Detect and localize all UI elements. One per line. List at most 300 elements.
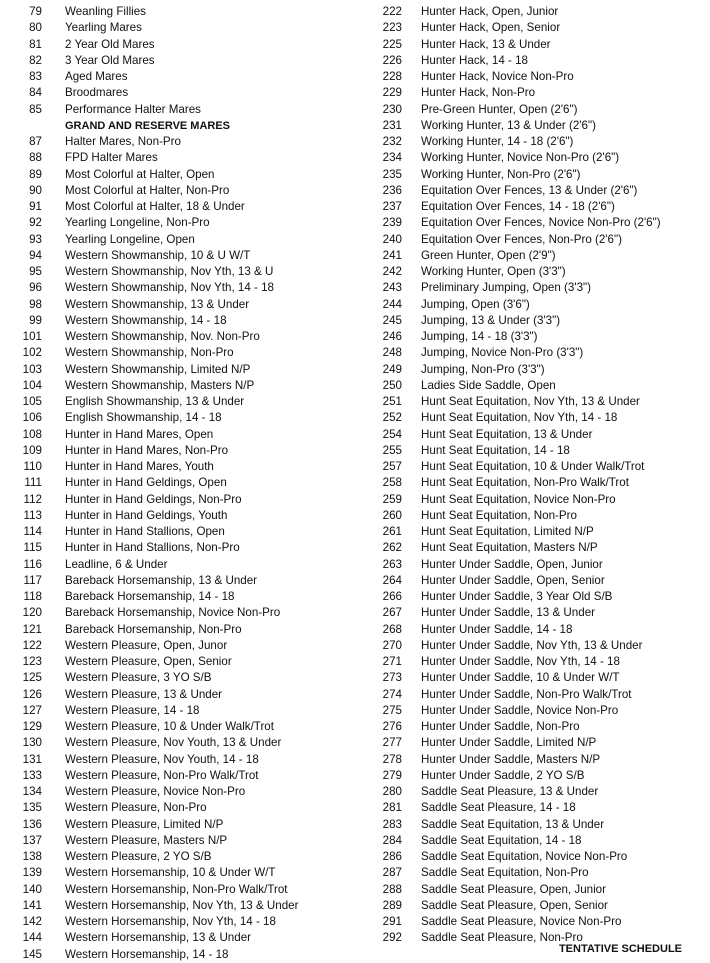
class-number: 280 xyxy=(382,785,402,798)
class-title: Hunter Under Saddle, Open, Senior xyxy=(421,573,605,587)
class-row xyxy=(0,638,360,654)
class-number: 104 xyxy=(22,378,42,392)
right-class-list xyxy=(368,4,708,947)
class-number: 109 xyxy=(22,443,42,457)
class-row xyxy=(0,102,360,118)
class-number: 93 xyxy=(29,232,42,246)
class-number: 110 xyxy=(23,460,42,473)
class-number: 79 xyxy=(29,5,42,18)
class-title: Hunt Seat Equitation, Nov Yth, 13 & Under xyxy=(421,395,640,408)
class-title: Hunter Hack, 13 & Under xyxy=(421,37,551,51)
class-number: 237 xyxy=(382,200,402,213)
class-title: Hunter in Hand Geldings, Non-Pro xyxy=(65,492,242,506)
class-title: Working Hunter, 14 - 18 (2'6") xyxy=(421,135,574,148)
class-title: Preliminary Jumping, Open (3'3") xyxy=(421,281,591,295)
class-title: Hunter in Hand Mares, Non-Pro xyxy=(65,443,229,457)
class-title: Western Showmanship, Nov. Non-Pro xyxy=(65,330,260,343)
class-number: 231 xyxy=(382,118,402,132)
class-number: 108 xyxy=(22,427,42,441)
class-title: Hunter Under Saddle, Nov Yth, 14 - 18 xyxy=(421,655,620,668)
class-row xyxy=(0,670,360,686)
class-title: Hunter in Hand Stallions, Non-Pro xyxy=(65,541,240,555)
class-title: Western Pleasure, Novice Non-Pro xyxy=(65,785,246,798)
class-title: Working Hunter, Novice Non-Pro (2'6") xyxy=(421,151,620,165)
class-row xyxy=(368,20,708,36)
class-number: 138 xyxy=(22,850,42,863)
class-title: Hunt Seat Equitation, 13 & Under xyxy=(421,427,593,441)
class-number: 250 xyxy=(382,378,402,392)
class-row xyxy=(0,524,360,540)
class-title: Bareback Horsemanship, 14 - 18 xyxy=(65,590,235,603)
class-title: Western Pleasure, Nov Youth, 14 - 18 xyxy=(65,752,259,766)
class-title: Western Horsemanship, Nov Yth, 13 & Under xyxy=(65,898,299,912)
class-row xyxy=(368,914,708,930)
class-title: Western Pleasure, Open, Senior xyxy=(65,655,232,668)
class-title: Saddle Seat Pleasure, Open, Senior xyxy=(421,898,608,912)
class-row xyxy=(0,313,360,329)
class-row xyxy=(0,492,360,508)
class-title: Western Showmanship, Masters N/P xyxy=(65,378,255,392)
class-title: Western Showmanship, Nov Yth, 14 - 18 xyxy=(65,281,275,295)
class-row xyxy=(0,378,360,394)
class-number: 88 xyxy=(29,151,42,165)
class-title: Jumping, 14 - 18 (3'3") xyxy=(421,330,538,343)
class-title: Saddle Seat Equitation, Novice Non-Pro xyxy=(421,850,628,863)
class-row xyxy=(368,118,708,134)
class-row xyxy=(368,865,708,881)
class-title: Yearling Longeline, Non-Pro xyxy=(65,216,210,230)
class-number: 289 xyxy=(382,898,402,912)
class-title: Hunter Under Saddle, 13 & Under xyxy=(421,606,596,620)
class-title: Equitation Over Fences, 14 - 18 (2'6") xyxy=(421,200,615,213)
class-row xyxy=(0,394,360,410)
class-title: Jumping, Open (3'6") xyxy=(421,297,530,311)
class-number: 241 xyxy=(382,248,402,262)
class-number: 99 xyxy=(29,313,42,327)
class-row xyxy=(0,264,360,280)
class-number: 139 xyxy=(22,866,42,880)
class-row xyxy=(368,4,708,20)
class-number: 254 xyxy=(382,427,402,441)
class-number: 268 xyxy=(382,622,402,636)
class-row xyxy=(368,37,708,53)
class-number: 270 xyxy=(382,638,402,652)
class-number: 228 xyxy=(382,70,402,83)
class-row xyxy=(368,264,708,280)
class-row xyxy=(0,459,360,475)
class-row xyxy=(368,427,708,443)
class-title: Hunter Under Saddle, 3 Year Old S/B xyxy=(421,590,613,603)
class-title: Hunter Under Saddle, 2 YO S/B xyxy=(421,768,585,782)
class-number: 275 xyxy=(382,703,402,717)
class-title: Saddle Seat Pleasure, Open, Junior xyxy=(421,882,606,896)
class-row xyxy=(0,37,360,53)
class-title: Western Pleasure, Non-Pro xyxy=(65,801,207,815)
class-number: 122 xyxy=(22,638,42,652)
class-row xyxy=(368,687,708,703)
class-row xyxy=(0,768,360,784)
class-number: 222 xyxy=(382,5,402,18)
class-row xyxy=(368,654,708,670)
class-number: 286 xyxy=(382,850,402,863)
class-row xyxy=(0,833,360,849)
class-number: 115 xyxy=(23,541,42,555)
class-row xyxy=(368,297,708,313)
class-number: 130 xyxy=(22,736,42,750)
class-title: Hunter Under Saddle, Non-Pro Walk/Trot xyxy=(421,687,632,701)
class-number: 232 xyxy=(382,135,402,148)
class-row xyxy=(0,167,360,183)
class-title: Halter Mares, Non-Pro xyxy=(65,135,181,148)
class-number: 267 xyxy=(382,606,402,620)
class-number: 87 xyxy=(29,135,42,148)
class-title: Western Pleasure, Masters N/P xyxy=(65,833,228,847)
class-title: Saddle Seat Pleasure, 13 & Under xyxy=(421,785,599,798)
class-row xyxy=(368,183,708,199)
class-title: Hunter in Hand Geldings, Youth xyxy=(65,508,228,522)
class-title: English Showmanship, 13 & Under xyxy=(65,395,245,408)
class-number: 266 xyxy=(382,590,402,603)
class-title: Green Hunter, Open (2'9") xyxy=(421,248,556,262)
class-number: 271 xyxy=(382,655,402,668)
class-title: Hunter in Hand Mares, Youth xyxy=(65,460,214,473)
class-title: Western Showmanship, 14 - 18 xyxy=(65,313,227,327)
class-row xyxy=(0,703,360,719)
class-number: 92 xyxy=(29,216,42,230)
class-title: Saddle Seat Equitation, 14 - 18 xyxy=(421,833,582,847)
class-number: 117 xyxy=(23,573,42,587)
class-row xyxy=(0,232,360,248)
class-row xyxy=(0,297,360,313)
class-title: Western Pleasure, 14 - 18 xyxy=(65,703,200,717)
class-number: 284 xyxy=(382,833,402,847)
class-title: Saddle Seat Equitation, Non-Pro xyxy=(421,866,589,880)
class-title: Western Showmanship, Nov Yth, 13 & U xyxy=(65,265,274,278)
class-number: 85 xyxy=(29,102,42,116)
class-title: Hunter Under Saddle, 14 - 18 xyxy=(421,622,573,636)
class-number: 257 xyxy=(382,460,402,473)
class-row xyxy=(368,362,708,378)
class-number: 244 xyxy=(382,297,402,311)
class-title: Most Colorful at Halter, 18 & Under xyxy=(65,200,245,213)
class-title: Working Hunter, Open (3'3") xyxy=(421,265,566,278)
class-row xyxy=(0,752,360,768)
class-title: Western Showmanship, Limited N/P xyxy=(65,362,251,376)
class-number: 281 xyxy=(382,801,402,815)
class-row xyxy=(0,362,360,378)
class-title: Western Pleasure, 3 YO S/B xyxy=(65,671,212,685)
class-title: Western Pleasure, Limited N/P xyxy=(65,817,224,831)
class-row xyxy=(368,102,708,118)
class-number: 292 xyxy=(382,931,402,945)
class-number: 102 xyxy=(22,346,42,360)
class-number: 133 xyxy=(22,768,42,782)
class-number: 277 xyxy=(382,736,402,750)
class-title: Equitation Over Fences, Non-Pro (2'6") xyxy=(421,232,622,246)
section-heading-text: GRAND AND RESERVE MARES xyxy=(65,119,231,132)
class-row xyxy=(0,85,360,101)
class-number: 226 xyxy=(382,53,402,67)
class-row xyxy=(368,800,708,816)
class-number: 276 xyxy=(382,720,402,733)
class-title: Hunter Hack, Novice Non-Pro xyxy=(421,70,574,83)
class-title: Western Horsemanship, 13 & Under xyxy=(65,931,252,945)
class-number: 246 xyxy=(382,330,402,343)
class-title: Jumping, Non-Pro (3'3") xyxy=(421,362,545,376)
class-number: 84 xyxy=(29,86,42,100)
class-row xyxy=(368,898,708,914)
class-number: 235 xyxy=(382,167,402,181)
class-title: Hunter Hack, Open, Senior xyxy=(421,21,561,35)
class-title: Western Pleasure, Open, Junor xyxy=(65,638,228,652)
class-row xyxy=(368,719,708,735)
class-number: 273 xyxy=(382,671,402,685)
class-row xyxy=(0,687,360,703)
class-row xyxy=(0,654,360,670)
class-title: Working Hunter, Non-Pro (2'6") xyxy=(421,167,581,181)
class-number: 131 xyxy=(22,752,42,766)
class-row xyxy=(368,768,708,784)
class-row xyxy=(0,914,360,930)
class-title: Most Colorful at Halter, Open xyxy=(65,167,215,181)
class-row xyxy=(0,800,360,816)
class-row xyxy=(368,248,708,264)
class-title: Most Colorful at Halter, Non-Pro xyxy=(65,183,230,197)
class-number: 123 xyxy=(22,655,42,668)
class-title: Leadline, 6 & Under xyxy=(65,557,168,571)
class-number: 240 xyxy=(382,232,402,246)
class-row xyxy=(368,410,708,426)
class-row xyxy=(368,670,708,686)
class-row xyxy=(0,898,360,914)
class-number: 137 xyxy=(22,833,42,847)
class-row xyxy=(0,557,360,573)
class-number: 113 xyxy=(23,508,42,522)
class-title: Ladies Side Saddle, Open xyxy=(421,378,556,392)
class-number: 116 xyxy=(23,557,42,571)
class-title: Western Horsemanship, Nov Yth, 14 - 18 xyxy=(65,915,276,928)
class-number: 258 xyxy=(382,476,402,490)
class-number: 145 xyxy=(22,947,42,961)
class-row xyxy=(0,589,360,605)
class-title: Western Pleasure, Nov Youth, 13 & Under xyxy=(65,736,282,750)
class-title: Broodmares xyxy=(65,86,129,100)
class-row xyxy=(368,735,708,751)
class-number: 274 xyxy=(382,687,402,701)
class-number: 125 xyxy=(22,671,42,685)
class-row xyxy=(368,589,708,605)
class-number: 111 xyxy=(24,476,42,490)
class-title: Western Showmanship, 13 & Under xyxy=(65,297,250,311)
class-row xyxy=(368,508,708,524)
class-title: Equitation Over Fences, 13 & Under (2'6") xyxy=(421,183,638,197)
class-title: Hunter Under Saddle, 10 & Under W/T xyxy=(421,671,620,685)
class-number: 288 xyxy=(382,882,402,896)
class-number: 140 xyxy=(22,882,42,896)
class-row xyxy=(0,69,360,85)
class-row xyxy=(0,882,360,898)
class-number: 95 xyxy=(29,265,42,278)
class-title: Hunter Hack, 14 - 18 xyxy=(421,53,528,67)
class-number: 98 xyxy=(29,297,42,311)
class-number: 261 xyxy=(382,525,402,538)
class-row xyxy=(0,427,360,443)
class-row xyxy=(0,508,360,524)
class-number: 80 xyxy=(29,21,42,35)
class-title: Saddle Seat Equitation, 13 & Under xyxy=(421,817,605,831)
class-title: Yearling Mares xyxy=(65,21,142,35)
class-number: 239 xyxy=(382,216,402,230)
class-title: Western Pleasure, Non-Pro Walk/Trot xyxy=(65,768,259,782)
class-number: 118 xyxy=(23,590,42,603)
class-title: Hunt Seat Equitation, Non-Pro Walk/Trot xyxy=(421,476,629,490)
class-number: 83 xyxy=(29,70,42,83)
class-title: 3 Year Old Mares xyxy=(65,53,155,67)
class-row xyxy=(0,817,360,833)
class-title: Hunt Seat Equitation, 14 - 18 xyxy=(421,443,570,457)
class-title: Hunter in Hand Mares, Open xyxy=(65,427,214,441)
class-title: Hunt Seat Equitation, Limited N/P xyxy=(421,525,594,538)
class-row xyxy=(368,280,708,296)
class-title: Western Horsemanship, Non-Pro Walk/Trot xyxy=(65,882,288,896)
class-row xyxy=(368,459,708,475)
section-heading xyxy=(0,118,360,134)
class-number: 263 xyxy=(382,557,402,571)
class-title: Pre-Green Hunter, Open (2'6") xyxy=(421,102,578,116)
class-title: Bareback Horsemanship, Non-Pro xyxy=(65,622,242,636)
class-row xyxy=(0,622,360,638)
class-title: Hunter Under Saddle, Limited N/P xyxy=(421,736,597,750)
class-row xyxy=(368,85,708,101)
class-title: Hunter Under Saddle, Non-Pro xyxy=(421,720,580,733)
class-number: 89 xyxy=(29,167,42,181)
class-title: Hunt Seat Equitation, Masters N/P xyxy=(421,541,598,555)
class-row xyxy=(368,524,708,540)
class-row xyxy=(368,443,708,459)
class-number: 243 xyxy=(382,281,402,295)
class-row xyxy=(0,199,360,215)
class-row xyxy=(368,573,708,589)
class-number: 127 xyxy=(22,703,42,717)
class-number: 225 xyxy=(382,37,402,51)
tentative-schedule-label: TENTATIVE SCHEDULE xyxy=(558,943,682,955)
class-title: Bareback Horsemanship, 13 & Under xyxy=(65,573,258,587)
class-title: Hunter Under Saddle, Novice Non-Pro xyxy=(421,703,619,717)
class-number: 262 xyxy=(382,541,402,555)
class-row xyxy=(0,475,360,491)
class-title: Western Showmanship, 10 & U W/T xyxy=(65,248,251,262)
class-title: Hunt Seat Equitation, Non-Pro xyxy=(421,508,577,522)
class-row xyxy=(0,280,360,296)
class-row xyxy=(0,345,360,361)
class-title: Bareback Horsemanship, Novice Non-Pro xyxy=(65,606,281,620)
class-row xyxy=(368,849,708,865)
class-title: Western Pleasure, 10 & Under Walk/Trot xyxy=(65,720,274,733)
class-title: Hunter in Hand Stallions, Open xyxy=(65,525,225,538)
class-number: 136 xyxy=(22,817,42,831)
class-title: Yearling Longeline, Open xyxy=(65,232,195,246)
class-row xyxy=(0,183,360,199)
class-number: 129 xyxy=(22,720,42,733)
class-row xyxy=(0,134,360,150)
class-number: 255 xyxy=(382,443,402,457)
class-row xyxy=(368,475,708,491)
class-number: 283 xyxy=(382,817,402,831)
class-number: 291 xyxy=(382,915,402,928)
class-title: Western Horsemanship, 10 & Under W/T xyxy=(65,866,276,880)
class-row xyxy=(368,69,708,85)
class-row xyxy=(368,703,708,719)
class-number: 134 xyxy=(22,785,42,798)
class-number: 106 xyxy=(22,411,42,425)
class-row xyxy=(368,605,708,621)
class-title: FPD Halter Mares xyxy=(65,151,158,165)
class-number: 260 xyxy=(382,508,402,522)
class-row xyxy=(0,215,360,231)
class-row xyxy=(368,784,708,800)
class-title: Hunt Seat Equitation, Novice Non-Pro xyxy=(421,492,616,506)
class-row xyxy=(368,167,708,183)
class-number: 229 xyxy=(382,86,402,100)
class-number: 142 xyxy=(22,915,42,928)
class-number: 141 xyxy=(22,898,42,912)
class-number: 245 xyxy=(382,313,402,327)
class-row xyxy=(0,540,360,556)
class-title: Saddle Seat Pleasure, Non-Pro xyxy=(421,931,583,945)
class-number: 223 xyxy=(382,21,402,35)
class-number: 251 xyxy=(382,395,402,408)
class-number: 120 xyxy=(22,606,42,620)
class-number: 114 xyxy=(23,525,42,538)
class-row xyxy=(368,313,708,329)
class-number: 230 xyxy=(382,102,402,116)
class-title: 2 Year Old Mares xyxy=(65,37,155,51)
class-title: Hunter Hack, Non-Pro xyxy=(421,86,536,100)
class-number: 252 xyxy=(382,411,402,425)
class-title: Western Horsemanship, 14 - 18 xyxy=(65,947,229,961)
class-row xyxy=(0,53,360,69)
class-row xyxy=(0,735,360,751)
class-row xyxy=(0,248,360,264)
class-number: 144 xyxy=(22,931,42,945)
class-row xyxy=(368,638,708,654)
class-title: Western Pleasure, 13 & Under xyxy=(65,687,223,701)
left-class-list xyxy=(0,4,360,963)
class-number: 278 xyxy=(382,752,402,766)
class-row xyxy=(368,557,708,573)
class-row xyxy=(368,882,708,898)
class-number: 103 xyxy=(22,362,42,376)
class-title: Hunt Seat Equitation, Nov Yth, 14 - 18 xyxy=(421,411,618,425)
class-number: 112 xyxy=(23,492,42,506)
class-row xyxy=(368,53,708,69)
class-row xyxy=(0,20,360,36)
class-row xyxy=(368,833,708,849)
class-title: Jumping, 13 & Under (3'3") xyxy=(421,313,561,327)
class-row xyxy=(0,784,360,800)
class-number: 264 xyxy=(382,573,402,587)
class-row xyxy=(368,215,708,231)
class-number: 91 xyxy=(29,200,42,213)
class-row xyxy=(368,378,708,394)
class-title: Hunt Seat Equitation, 10 & Under Walk/Trot xyxy=(421,460,645,473)
class-number: 105 xyxy=(22,395,42,408)
class-title: Western Showmanship, Non-Pro xyxy=(65,346,234,360)
class-row xyxy=(368,817,708,833)
class-row xyxy=(368,232,708,248)
class-row xyxy=(368,394,708,410)
class-number: 279 xyxy=(382,768,402,782)
